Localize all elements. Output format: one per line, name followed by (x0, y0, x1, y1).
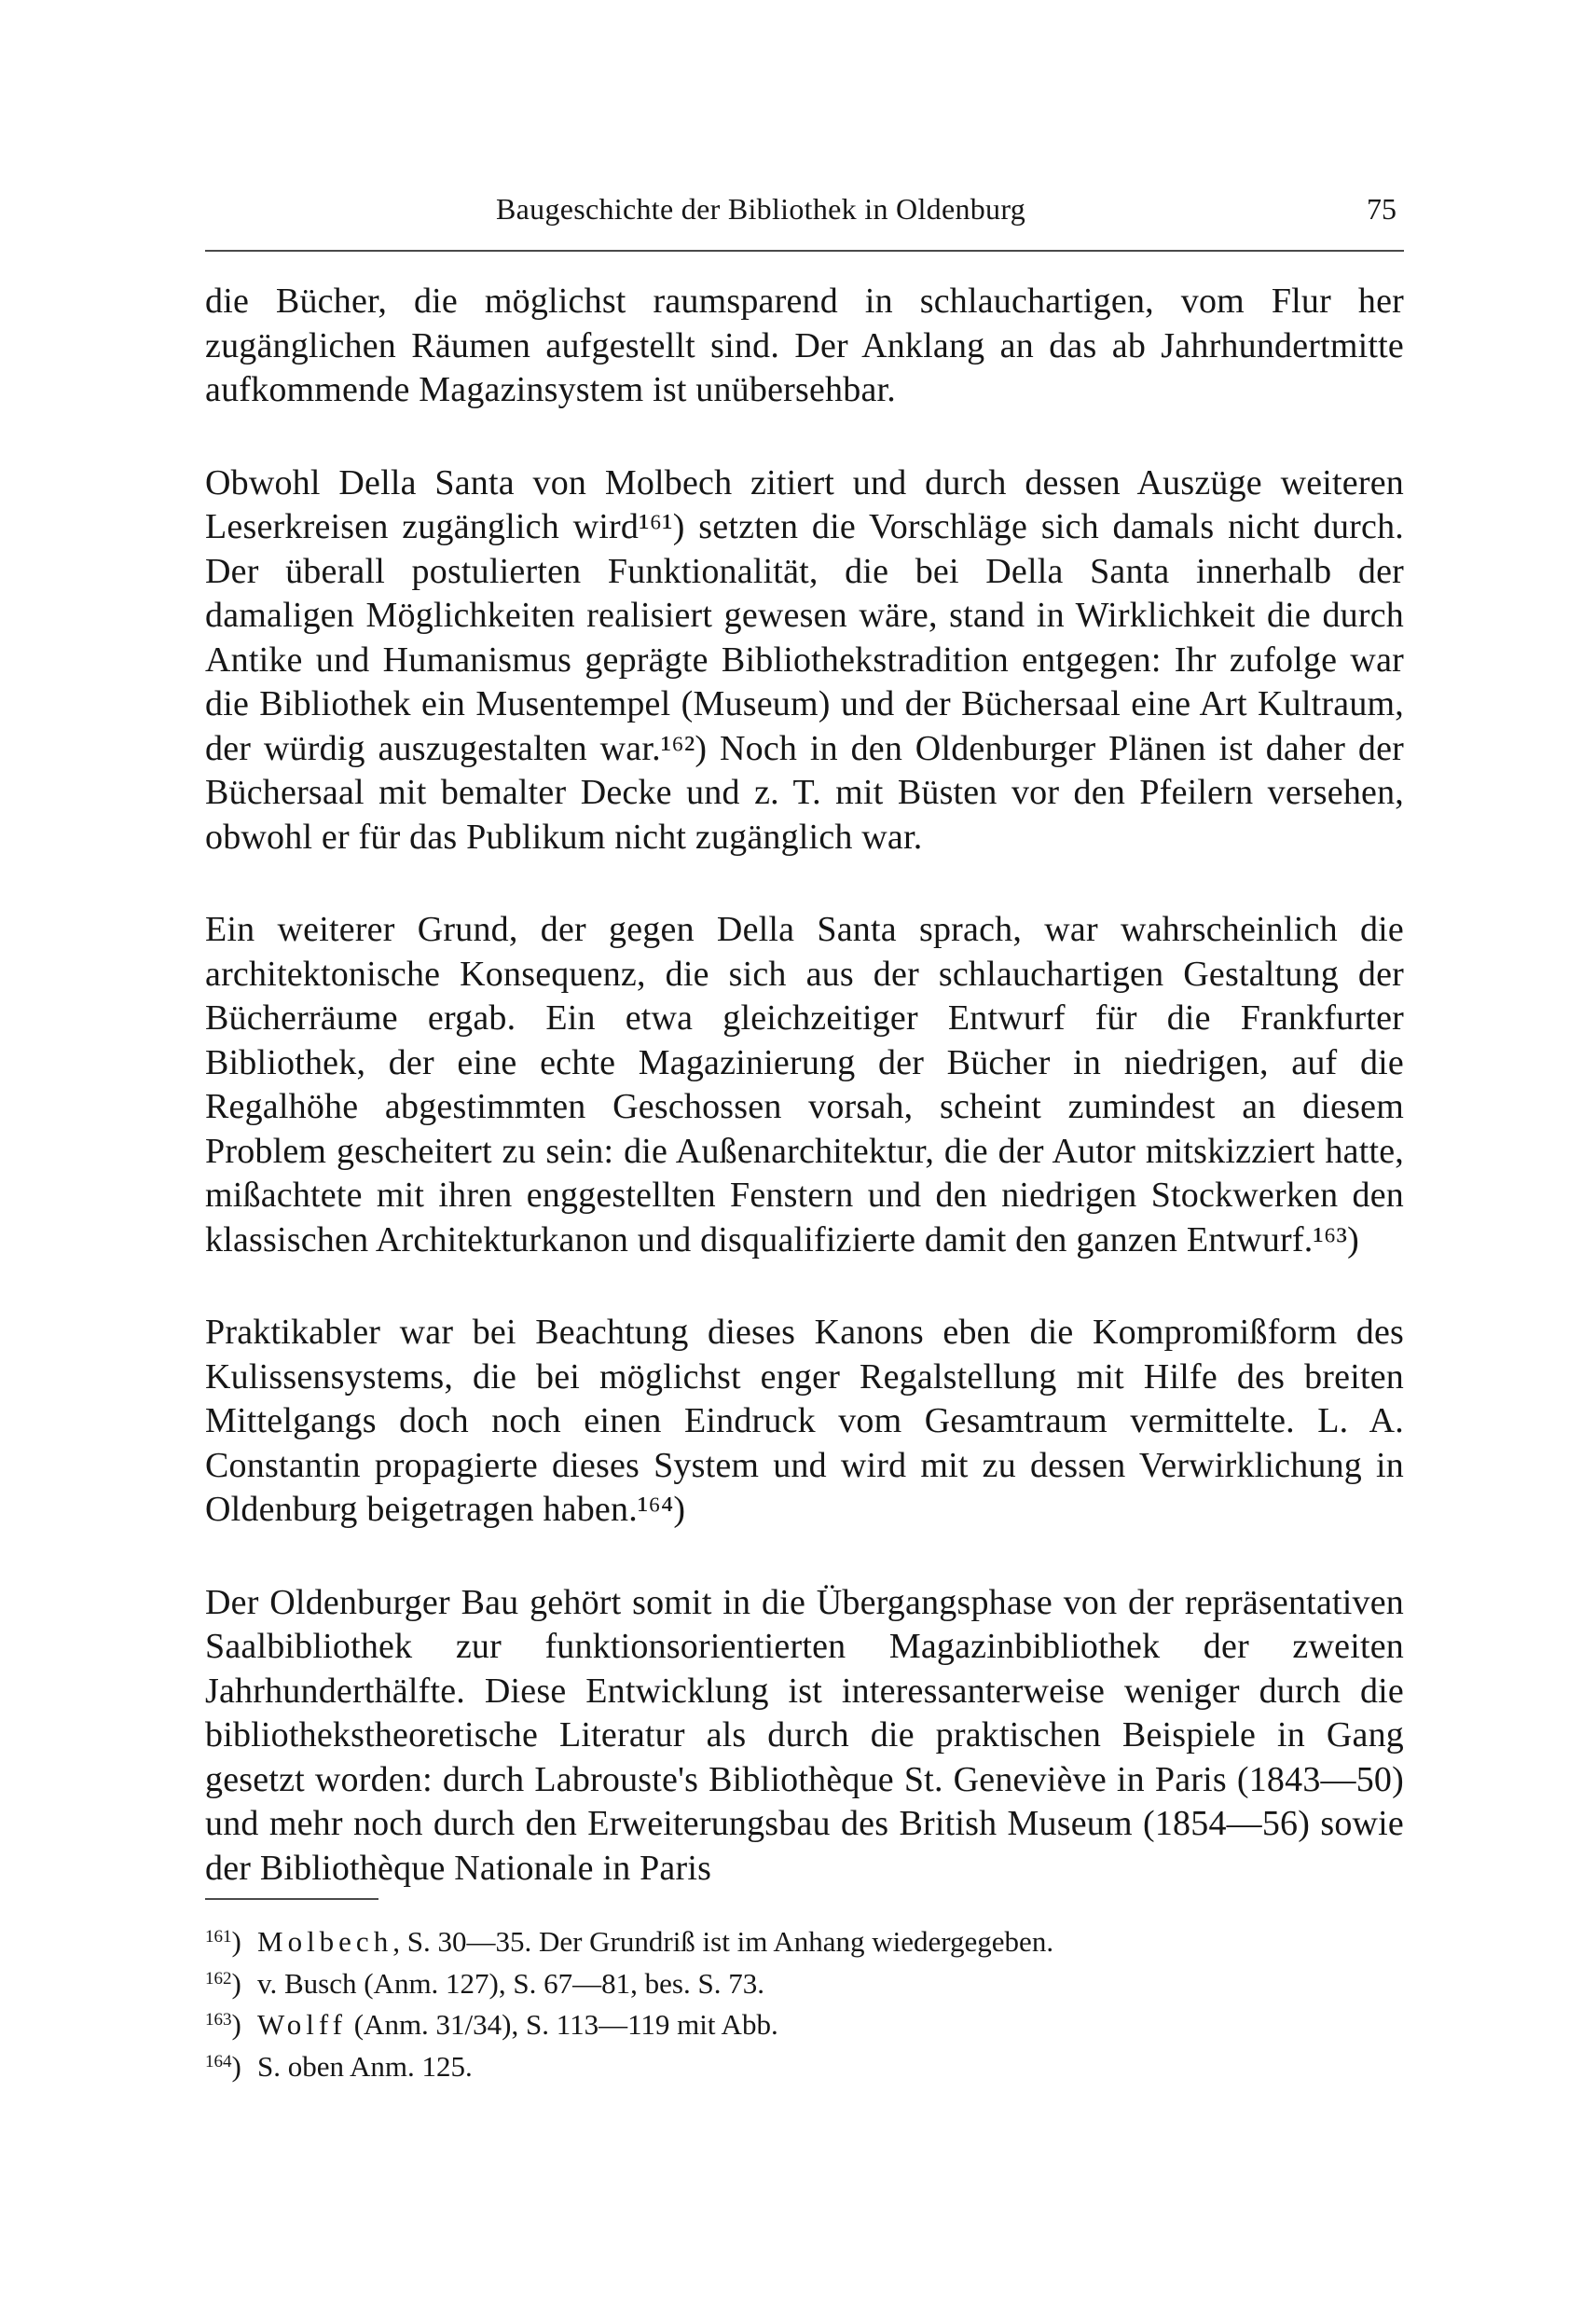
paragraph-4: Praktikabler war bei Beachtung dieses Kanons eben die Kompromißform des Kulissensystems, die bei möglichst enger Regalstellung mit Hilfe des breiten Mittelgangs doch noch einen Eindruck vom Gesamtraum vermittelte. L. A. Constantin propagierte dieses System und wird mit zu dessen Verwirklichung in Oldenburg beigetragen haben.¹⁶⁴) (205, 1313, 1404, 1529)
footnote-text: , S. 30—35. Der Grundriß ist im Anhang wiedergegeben. (392, 1925, 1054, 1958)
running-header-title: Baugeschichte der Bibliothek in Oldenburg (496, 192, 1026, 226)
footnote-marker: $^{161}$) (205, 1925, 241, 1958)
footnote-number: 163 (205, 2010, 232, 2030)
footnote-text: (Anm. 31/34), S. 113—119 mit Abb. (346, 2008, 778, 2041)
footnote-164 (205, 2044, 1404, 2085)
footnote-text: S. oben Anm. 125. (257, 2049, 473, 2083)
footnote-163 (205, 2002, 1404, 2044)
footnote-161 (205, 1919, 1404, 1961)
footnote-number: 164 (205, 2051, 232, 2071)
footnote-rule (205, 1898, 378, 1900)
running-header (205, 192, 1404, 244)
paragraph-1: die Bücher, die möglichst raumsparend in schlauchartigen, vom Flur her zugänglichen Räumen aufgestellt sind. Der Anklang an das ab Jahrhundertmitte aufkommende Magazinsystem ist unübersehbar. (205, 282, 1404, 409)
footnote-number: 162 (205, 1968, 232, 1989)
paragraph-5: Der Oldenburger Bau gehört somit in die Übergangsphase von der repräsentativen Saalbibliothek zur funktionsorientierten Magazinbibliothek der zweiten Jahrhunderthälfte. Diese Entwicklung ist interessanterweise weniger durch die bibliothekstheoretische Literatur als durch die praktischen Beispiele in Gang gesetzt worden: durch Labrouste's Bibliothèque St. Geneviève in Paris (1843—50) und mehr noch durch den Erweiterungsbau des British Museum (1854—56) sowie der Bibliothèque Nationale in Paris (205, 1582, 1404, 1888)
paragraph-2: Obwohl Della Santa von Molbech zitiert und durch dessen Auszüge weiteren Leserkreisen zugänglich wird¹⁶¹) setzten die Vorschläge sich damals nicht durch. Der überall postulierten Funktionalität, die bei Della Santa innerhalb der damaligen Möglichkeiten realisiert gewesen wäre, stand in Wirklichkeit die durch Antike und Humanismus geprägte Bibliothekstradition entgegen: Ihr zufolge war die Bibliothek ein Musentempel (Museum) und der Büchersaal eine Art Kultraum, der würdig auszugestalten war.¹⁶²) Noch in den Oldenburger Plänen ist daher der Büchersaal mit bemalter Decke und z. T. mit Büsten vor den Pfeilern versehen, obwohl er für das Publikum nicht zugänglich war. (205, 462, 1404, 857)
body-text (205, 280, 1404, 1891)
footnote-marker: $^{162}$) (205, 1966, 241, 2000)
footnote-author: Wolff (257, 2008, 347, 2041)
footnote-author: Molbech (257, 1925, 393, 1958)
footnote-marker: $^{163}$) (205, 2008, 241, 2041)
footnote-marker: $^{164}$) (205, 2049, 241, 2083)
paragraph-3: Ein weiterer Grund, der gegen Della Santa sprach, war wahrscheinlich die architektonische Konsequenz, die sich aus der schlauchartigen Gestaltung der Bücherräume ergab. Ein etwa gleichzeitiger Entwurf für die Frankfurter Bibliothek, der eine echte Magazinierung der Bücher in niedrigen, auf die Regalhöhe abgestimmten Geschossen vorsah, scheint zumindest an diesem Problem gescheitert zu sein: die Außenarchitektur, die der Autor mitskizziert hatte, mißachtete mit ihren enggestellten Fenstern und den niedrigen Stockwerken den klassischen Architekturkanon und disqualifizierte damit den ganzen Entwurf.¹⁶³) (205, 910, 1404, 1259)
footnote-number: 161 (205, 1927, 232, 1947)
header-rule (205, 250, 1404, 252)
footnote-162 (205, 1961, 1404, 2002)
page-number: 75 (1367, 192, 1396, 226)
footnote-text: v. Busch (Anm. 127), S. 67—81, bes. S. 73. (257, 1966, 764, 2000)
footnotes (205, 1919, 1404, 2085)
